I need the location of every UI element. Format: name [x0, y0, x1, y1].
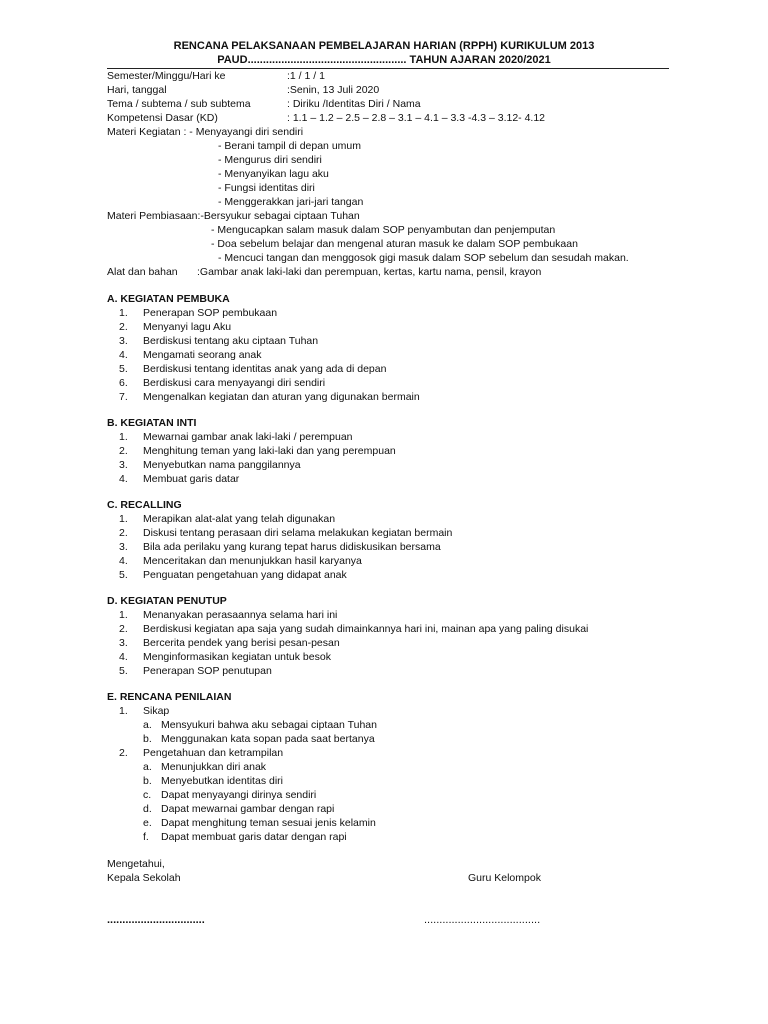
alat-bahan-value: :Gambar anak laki-laki dan perempuan, kertas, kartu nama, pensil, krayon — [197, 266, 542, 278]
list-item: Penguatan pengetahuan yang didapat anak — [143, 569, 347, 581]
sub-item: Dapat mewarnai gambar dengan rapi — [161, 803, 335, 815]
sub-letter: e. — [143, 817, 152, 829]
list-number: 2. — [119, 445, 128, 457]
list-number: 2. — [119, 747, 128, 759]
date-value: :Senin, 13 Juli 2020 — [287, 84, 380, 96]
list-item: Berdiskusi cara menyayangi diri sendiri — [143, 377, 326, 389]
list-number: 3. — [119, 541, 128, 553]
semester-value: :1 / 1 / 1 — [287, 70, 325, 82]
list-number: 5. — [119, 569, 128, 581]
list-item: Berdiskusi tentang identitas anak yang ada di depan — [143, 363, 387, 375]
materi-pembiasaan-item: - Doa sebelum belajar dan mengenal aturan masuk ke dalam SOP pembukaan — [211, 238, 578, 250]
sub-letter: d. — [143, 803, 152, 815]
list-item: Mengamati seorang anak — [143, 349, 262, 361]
mengetahui-text: Mengetahui, — [107, 858, 165, 870]
materi-pembiasaan-label: Materi Pembiasaan:-Bersyukur sebagai ciptaan Tuhan — [107, 210, 360, 222]
list-item: Bila ada perilaku yang kurang tepat harus didiskusikan bersama — [143, 541, 441, 553]
list-item: Membuat garis datar — [143, 473, 240, 485]
section-b-title: B. KEGIATAN INTI — [107, 417, 197, 429]
semester-label: Semester/Minggu/Hari ke — [107, 70, 226, 82]
sub-letter: b. — [143, 775, 152, 787]
tema-value: : Diriku /Identitas Diri / Nama — [287, 98, 421, 110]
list-number: 2. — [119, 623, 128, 635]
kepala-sekolah-label: Kepala Sekolah — [107, 872, 181, 884]
materi-kegiatan-item: - Berani tampil di depan umum — [218, 140, 361, 152]
list-number: 1. — [119, 609, 128, 621]
kepala-signature-line: ................................ — [107, 914, 205, 926]
list-item: Merapikan alat-alat yang telah digunakan — [143, 513, 336, 525]
materi-kegiatan-item: - Mengurus diri sendiri — [218, 154, 322, 166]
list-number: 1. — [119, 431, 128, 443]
sub-item: Dapat membuat garis datar dengan rapi — [161, 831, 347, 843]
section-d-title: D. KEGIATAN PENUTUP — [107, 595, 227, 607]
materi-pembiasaan-item: - Mencuci tangan dan menggosok gigi masuk dalam SOP sebelum dan sesudah makan. — [218, 252, 629, 264]
list-item: Berdiskusi kegiatan apa saja yang sudah dimainkannya hari ini, mainan apa yang paling disukai — [143, 623, 589, 635]
list-number: 3. — [119, 335, 128, 347]
list-item: Bercerita pendek yang berisi pesan-pesan — [143, 637, 340, 649]
list-item: Mewarnai gambar anak laki-laki / perempuan — [143, 431, 353, 443]
list-number: 3. — [119, 459, 128, 471]
sub-item: Dapat menyayangi dirinya sendiri — [161, 789, 317, 801]
tema-label: Tema / subtema / sub subtema — [107, 98, 251, 110]
list-item: Penerapan SOP penutupan — [143, 665, 272, 677]
list-number: 1. — [119, 705, 128, 717]
list-item: Mengenalkan kegiatan dan aturan yang digunakan bermain — [143, 391, 420, 403]
kd-label: Kompetensi Dasar (KD) — [107, 112, 218, 124]
sub-item: Menggunakan kata sopan pada saat bertanya — [161, 733, 375, 745]
sub-item: Mensyukuri bahwa aku sebagai ciptaan Tuhan — [161, 719, 377, 731]
list-item: Menginformasikan kegiatan untuk besok — [143, 651, 331, 663]
document-title-line1: RENCANA PELAKSANAAN PEMBELAJARAN HARIAN (RPPH) KURIKULUM 2013 — [173, 40, 595, 52]
sub-letter: f. — [143, 831, 149, 843]
list-item: Menceritakan dan menunjukkan hasil karyanya — [143, 555, 362, 567]
section-a-title: A. KEGIATAN PEMBUKA — [107, 293, 230, 305]
date-label: Hari, tanggal — [107, 84, 167, 96]
sub-letter: b. — [143, 733, 152, 745]
guru-signature-line: ...................................... — [424, 914, 541, 926]
list-number: 4. — [119, 555, 128, 567]
list-item: Sikap — [143, 705, 170, 717]
materi-kegiatan-item: - Fungsi identitas diri — [218, 182, 315, 194]
materi-pembiasaan-item: - Mengucapkan salam masuk dalam SOP penyambutan dan penjemputan — [211, 224, 556, 236]
list-number: 1. — [119, 307, 128, 319]
list-number: 4. — [119, 473, 128, 485]
sub-letter: a. — [143, 761, 152, 773]
list-item: Diskusi tentang perasaan diri selama melakukan kegiatan bermain — [143, 527, 453, 539]
sub-item: Menyebutkan identitas diri — [161, 775, 283, 787]
title-divider — [107, 68, 669, 69]
list-number: 5. — [119, 363, 128, 375]
list-number: 2. — [119, 527, 128, 539]
list-item: Menyebutkan nama panggilannya — [143, 459, 301, 471]
list-number: 7. — [119, 391, 128, 403]
section-e-title: E. RENCANA PENILAIAN — [107, 691, 232, 703]
materi-kegiatan-label: Materi Kegiatan : - Menyayangi diri sendiri — [107, 126, 304, 138]
list-item: Berdiskusi tentang aku ciptaan Tuhan — [143, 335, 319, 347]
list-number: 4. — [119, 651, 128, 663]
list-item: Pengetahuan dan ketrampilan — [143, 747, 284, 759]
list-number: 1. — [119, 513, 128, 525]
sub-letter: a. — [143, 719, 152, 731]
sub-item: Dapat menghitung teman sesuai jenis kelamin — [161, 817, 376, 829]
section-c-title: C. RECALLING — [107, 499, 182, 511]
list-number: 6. — [119, 377, 128, 389]
list-number: 5. — [119, 665, 128, 677]
list-number: 3. — [119, 637, 128, 649]
materi-kegiatan-item: - Menggerakkan jari-jari tangan — [218, 196, 364, 208]
list-number: 4. — [119, 349, 128, 361]
list-number: 2. — [119, 321, 128, 333]
guru-kelompok-label: Guru Kelompok — [468, 872, 541, 884]
sub-item: Menunjukkan diri anak — [161, 761, 267, 773]
list-item: Menyanyi lagu Aku — [143, 321, 232, 333]
materi-kegiatan-item: - Menyanyikan lagu aku — [218, 168, 329, 180]
kd-value: : 1.1 – 1.2 – 2.5 – 2.8 – 3.1 – 4.1 – 3.3 -4.3 – 3.12- 4.12 — [287, 112, 546, 124]
list-item: Menghitung teman yang laki-laki dan yang perempuan — [143, 445, 396, 457]
list-item: Penerapan SOP pembukaan — [143, 307, 278, 319]
list-item: Menanyakan perasaannya selama hari ini — [143, 609, 338, 621]
sub-letter: c. — [143, 789, 152, 801]
document-title-line2: PAUD.................................................... TAHUN AJARAN 2020/2021 — [217, 54, 551, 66]
alat-bahan-label: Alat dan bahan — [107, 266, 178, 278]
